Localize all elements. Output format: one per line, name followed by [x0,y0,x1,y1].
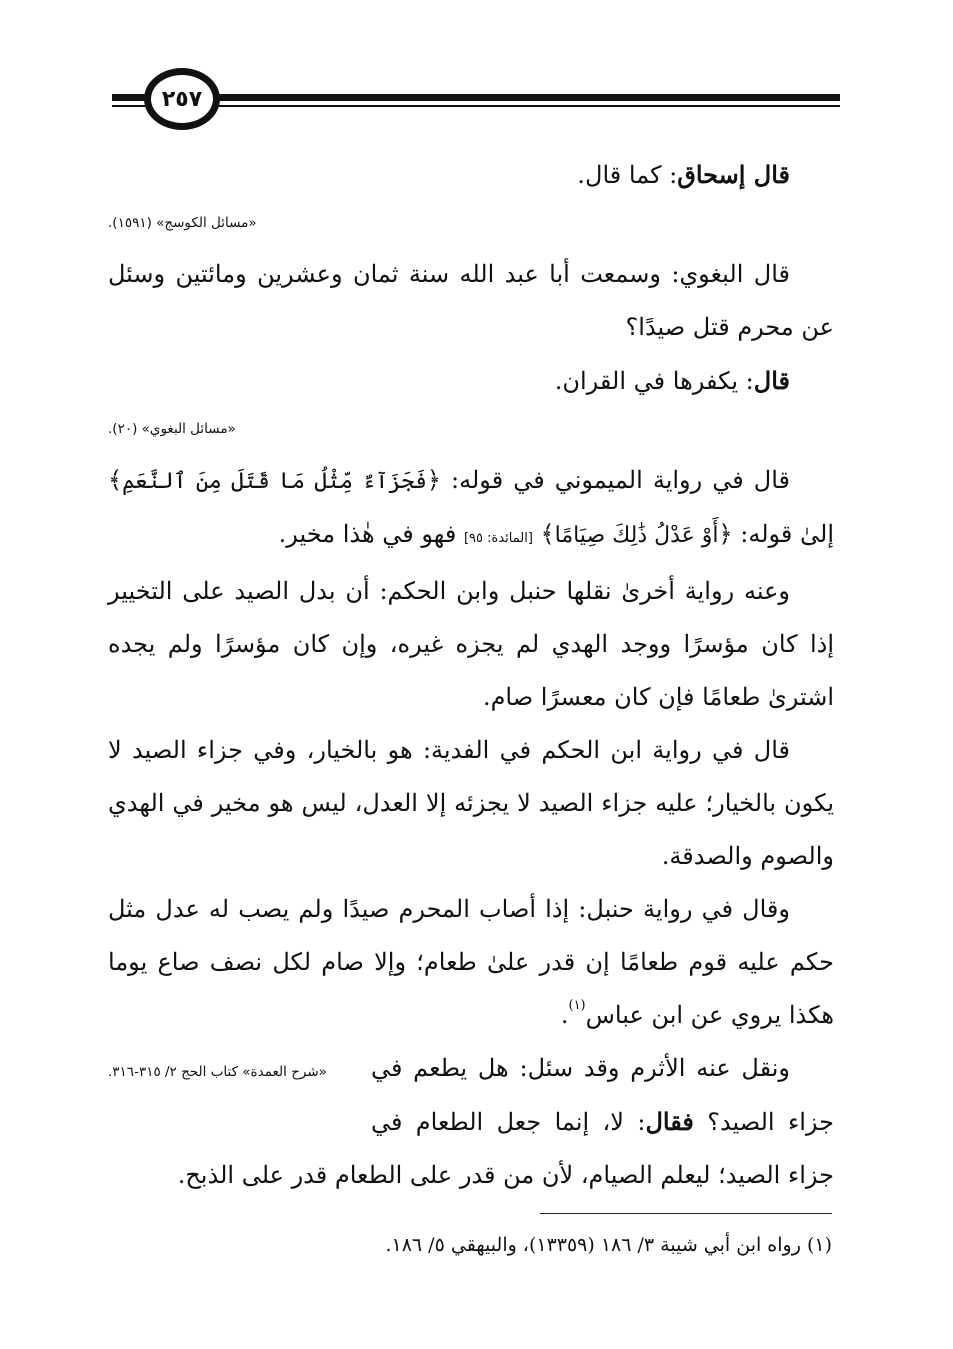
header-rule-thin [112,105,840,107]
paragraph-ishaq [108,148,834,202]
quran-bracket-close: ﴾ [540,520,555,548]
source-citation: «مسائل البغوي» (٢٠). [108,421,236,437]
paragraph-baghawi: قال البغوي: وسمعت أبا عبد الله سنة ثمان وعشرين ومائتين وسئل عن محرم قتل صيدًا؟ [108,260,834,341]
paragraph-text: وقال في رواية حنبل: إذا أصاب المحرم صيدًا ولم يصب له عدل مثل حكم عليه قوم طعامًا إن قدر علىٰ طعام؛ وإلا صام لكل نصف صاع يوما هكذا يروي عن ابن عباس [108,895,834,1029]
footnote-separator [540,1213,832,1214]
quran-bracket-close: ﴾ [108,466,123,494]
paragraph-text: ونقل عنه الأثرم وقد سئل: هل يطعم في جزاء الصيد؟ [370,1054,834,1136]
paragraph-answer [108,354,834,408]
speaker-label: فقال [645,1107,694,1136]
paragraph-text: قال في رواية الميموني في قوله: [440,466,790,494]
paragraph-text: : لا، إنما جعل الطعام في جزاء الصيد؛ ليعلم الصيام، لأن من قدر على الطعام قدر على الذبح. [177,1108,834,1189]
speaker-label: قال [753,366,790,395]
quran-bracket-open: ﴿ [426,466,441,494]
quran-reference: [المائدة: ٩٥] [463,531,533,546]
paragraph-hanbal [108,883,834,1042]
page-number: ٢٥٧ [161,86,203,112]
footnote-number: (١) [806,1234,832,1256]
quran-verse: أَوْ عَدْلُ ذَٰلِكَ صِيَامًا [554,523,719,548]
paragraph-text: فهو في هٰذا مخير. [278,520,464,548]
footnote-text: رواه ابن أبي شيبة ٣/ ١٨٦ (١٣٣٥٩)، والبيهقي ٥/ ١٨٦. [385,1234,801,1256]
footnote-marker: (١) [568,998,586,1013]
quran-bracket-open: ﴿ [718,520,733,548]
paragraph-text: : يكفرها في القران. [554,367,754,395]
page-header [0,0,953,140]
source-citation: «شرح العمدة» كتاب الحج ٢/ ٣١٥-٣١٦. [108,1064,327,1080]
page-body [108,148,834,1202]
header-rule-thick [112,94,840,101]
paragraph-hanbal-ibn-hakam: وعنه رواية أخرىٰ نقلها حنبل وابن الحكم: أن بدل الصيد على التخيير إذا كان مؤسرًا ووجد الهدي لم يجزه غيره، وإن كان مؤسرًا ولم يجده اشترىٰ طعامًا فإن كان معسرًا صام. [108,577,834,711]
paragraph-text: . [560,1001,569,1029]
page-number-badge [144,68,220,130]
quran-verse: فَجَزَآءٌ مِّثْلُ مَا قَتَلَ مِنَ ٱلنَّعَمِ [122,469,427,494]
paragraph-ibn-hakam: قال في رواية ابن الحكم في الفدية: هو بالخيار، وفي جزاء الصيد لا يكون بالخيار؛ عليه جزاء الصيد لا يجزئه إلا العدل، ليس هو مخير في الهدي والصوم والصدقة. [108,736,834,870]
paragraph-text: : كما قال. [577,161,678,189]
paragraph-maymuni [108,454,834,565]
speaker-label: قال إسحاق [677,160,790,189]
paragraph-text: إلىٰ قوله: [732,520,834,548]
footnote [200,1228,832,1262]
paragraph-athram [108,1042,834,1202]
source-citation: «مسائل الكوسج» (١٥٩١). [108,215,257,231]
